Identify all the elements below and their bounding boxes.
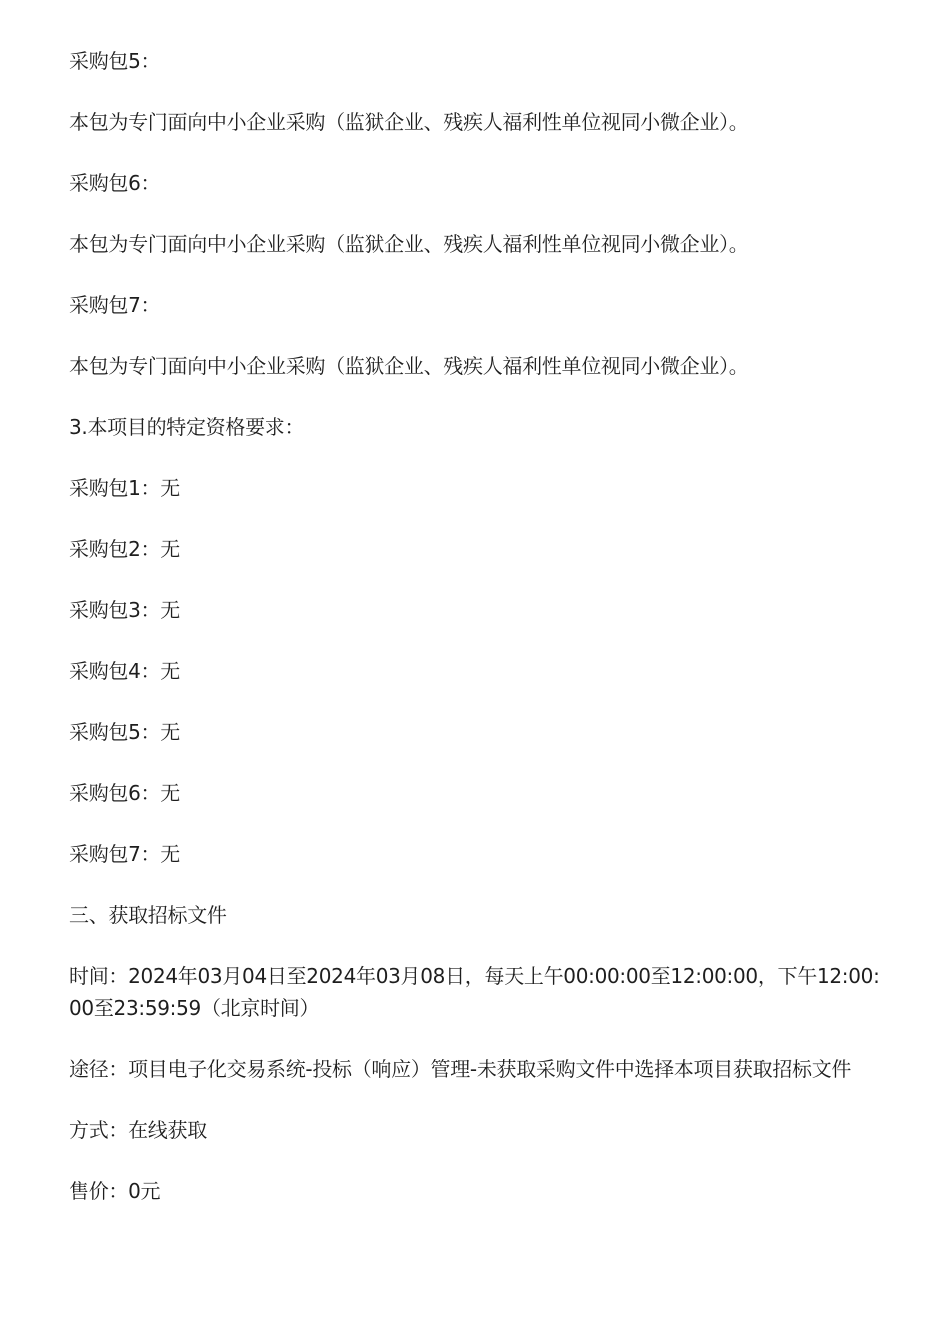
qualification-package-6: 采购包6：无 <box>69 781 180 805</box>
qualification-package-1: 采购包1：无 <box>69 476 180 500</box>
document-body <box>69 45 884 1236</box>
package-5-heading: 采购包5： <box>69 49 161 73</box>
qualification-package-5: 采购包5：无 <box>69 720 180 744</box>
obtain-channel: 途径：项目电子化交易系统-投标（响应）管理-未获取采购文件中选择本项目获取招标文件 <box>69 1057 852 1081</box>
obtain-time: 时间：2024年03月04日至2024年03月08日，每天上午00:00:00至12:00:00，下午12:00:00至23:59:59（北京时间） <box>69 964 880 1020</box>
document-price: 售价：0元 <box>69 1179 161 1203</box>
qualification-package-7: 采购包7：无 <box>69 842 180 866</box>
qualification-section-title: 3.本项目的特定资格要求： <box>69 415 305 439</box>
package-7-sme-note: 本包为专门面向中小企业采购（监狱企业、残疾人福利性单位视同小微企业）。 <box>69 354 749 378</box>
package-6-sme-note: 本包为专门面向中小企业采购（监狱企业、残疾人福利性单位视同小微企业）。 <box>69 232 749 256</box>
qualification-package-3: 采购包3：无 <box>69 598 180 622</box>
qualification-package-2: 采购包2：无 <box>69 537 180 561</box>
package-6-heading: 采购包6： <box>69 171 161 195</box>
package-5-sme-note: 本包为专门面向中小企业采购（监狱企业、残疾人福利性单位视同小微企业）。 <box>69 110 749 134</box>
qualification-package-4: 采购包4：无 <box>69 659 180 683</box>
package-7-heading: 采购包7： <box>69 293 161 317</box>
obtain-method: 方式：在线获取 <box>69 1118 207 1142</box>
obtain-documents-section-title: 三、获取招标文件 <box>69 903 227 927</box>
